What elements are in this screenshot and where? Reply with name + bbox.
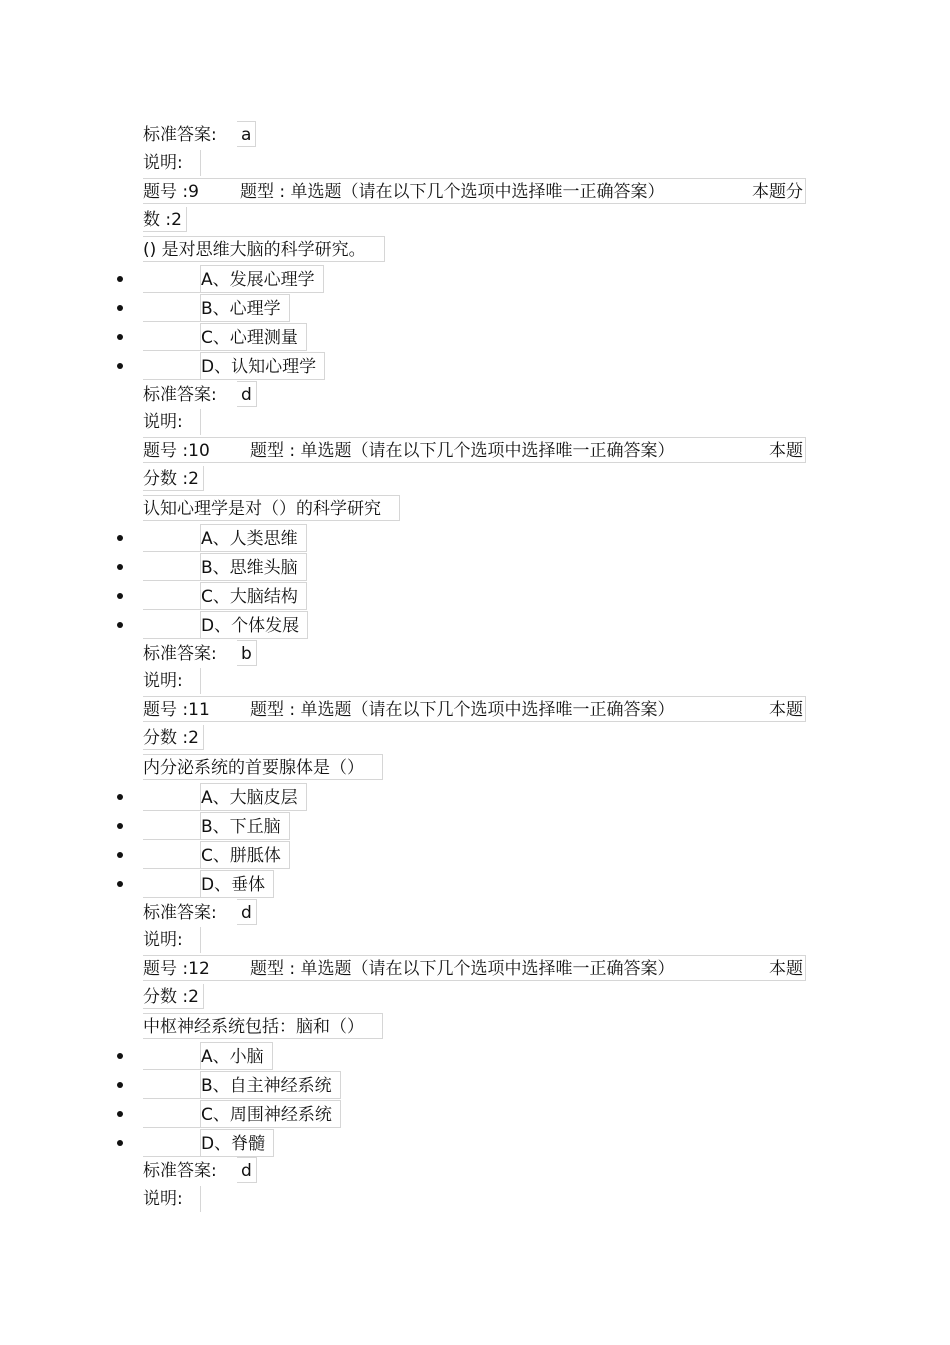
question-score <box>143 466 204 492</box>
note-value <box>200 1186 251 1212</box>
option-text: A、大脑皮层 <box>200 783 307 811</box>
bullet-icon <box>117 881 123 887</box>
bullet-icon <box>117 1053 123 1059</box>
question-stem <box>143 236 385 262</box>
question-header <box>143 437 806 463</box>
option-text: D、认知心理学 <box>200 352 325 380</box>
option-text: C、大脑结构 <box>200 582 307 610</box>
question-score <box>143 207 187 233</box>
option-text: B、自主神经系统 <box>200 1071 341 1099</box>
standard-answer-label: 标准答案: <box>143 385 217 405</box>
question-score-value: 分数 :2 <box>143 984 204 1009</box>
note <box>143 1186 251 1212</box>
bullet-icon <box>117 564 123 570</box>
question-type: 题型 : 单选题（请在以下几个选项中选择唯一正确答案） <box>250 959 675 979</box>
question-type: 题型 : 单选题（请在以下几个选项中选择唯一正确答案） <box>250 441 675 461</box>
question-score <box>143 725 204 751</box>
option-text: B、思维头脑 <box>200 553 307 581</box>
bullet-icon <box>117 334 123 340</box>
bullet-icon <box>117 1082 123 1088</box>
option-d[interactable] <box>0 352 950 380</box>
option-c[interactable] <box>0 1100 950 1128</box>
question-score-label: 本题 <box>769 959 803 979</box>
option-a[interactable] <box>0 524 950 552</box>
option-b[interactable] <box>0 1071 950 1099</box>
option-text: D、垂体 <box>200 870 274 898</box>
standard-answer-value: d <box>237 381 257 407</box>
standard-answer <box>143 640 257 666</box>
question-number: 题号 :9 <box>143 182 199 202</box>
standard-answer-label: 标准答案: <box>143 644 217 664</box>
option-text: A、发展心理学 <box>200 265 324 293</box>
question-header <box>143 696 806 722</box>
standard-answer-label: 标准答案: <box>143 125 217 145</box>
note-value <box>200 927 251 953</box>
option-c[interactable] <box>0 841 950 869</box>
question-number: 题号 :11 <box>143 700 210 720</box>
question-stem-text: 认知心理学是对（）的科学研究 <box>143 495 400 521</box>
option-a[interactable] <box>0 783 950 811</box>
standard-answer-label: 标准答案: <box>143 1161 217 1181</box>
question-number: 题号 :10 <box>143 441 210 461</box>
question-stem-text: 中枢神经系统包括：脑和（） <box>143 1013 383 1039</box>
note-value <box>200 150 251 176</box>
option-text: C、心理测量 <box>200 323 307 351</box>
option-c[interactable] <box>0 323 950 351</box>
option-d[interactable] <box>0 1129 950 1157</box>
bullet-icon <box>117 852 123 858</box>
question-type: 题型 : 单选题（请在以下几个选项中选择唯一正确答案） <box>250 700 675 720</box>
option-text: A、人类思维 <box>200 524 307 552</box>
option-a[interactable] <box>0 265 950 293</box>
option-b[interactable] <box>0 294 950 322</box>
option-text: D、脊髓 <box>200 1129 274 1157</box>
question-score-label: 本题 <box>769 441 803 461</box>
question-header <box>143 955 806 981</box>
note-label: 说明: <box>143 153 183 173</box>
option-d[interactable] <box>0 611 950 639</box>
bullet-icon <box>117 305 123 311</box>
question-score-label: 本题分 <box>752 182 803 202</box>
question-score-value: 分数 :2 <box>143 725 204 750</box>
bullet-icon <box>117 535 123 541</box>
note-label: 说明: <box>143 1189 183 1209</box>
bullet-icon <box>117 622 123 628</box>
question-stem <box>143 754 383 780</box>
option-text: C、胼胝体 <box>200 841 290 869</box>
question-score-value: 分数 :2 <box>143 466 204 491</box>
question-stem <box>143 495 400 521</box>
note <box>143 927 251 953</box>
note <box>143 668 251 694</box>
option-text: A、小脑 <box>200 1042 273 1070</box>
question-score-value: 数 :2 <box>143 207 187 232</box>
option-text: B、心理学 <box>200 294 290 322</box>
note <box>143 409 251 435</box>
option-c[interactable] <box>0 582 950 610</box>
question-number: 题号 :12 <box>143 959 210 979</box>
bullet-icon <box>117 593 123 599</box>
bullet-icon <box>117 794 123 800</box>
question-stem-text: 内分泌系统的首要腺体是（） <box>143 754 383 780</box>
option-text: C、周围神经系统 <box>200 1100 341 1128</box>
note-value <box>200 409 251 435</box>
standard-answer <box>143 381 257 407</box>
bullet-icon <box>117 823 123 829</box>
question-score <box>143 984 204 1010</box>
standard-answer <box>143 899 257 925</box>
question-score-label: 本题 <box>769 700 803 720</box>
bullet-icon <box>117 276 123 282</box>
bullet-icon <box>117 363 123 369</box>
bullet-icon <box>117 1111 123 1117</box>
standard-answer-value: d <box>237 1157 257 1183</box>
standard-answer-label: 标准答案: <box>143 903 217 923</box>
option-a[interactable] <box>0 1042 950 1070</box>
note-label: 说明: <box>143 412 183 432</box>
question-stem-text: () 是对思维大脑的科学研究。 <box>143 236 385 262</box>
note <box>143 150 251 176</box>
option-text: B、下丘脑 <box>200 812 290 840</box>
question-stem <box>143 1013 383 1039</box>
standard-answer-value: a <box>237 121 256 147</box>
option-b[interactable] <box>0 553 950 581</box>
note-label: 说明: <box>143 930 183 950</box>
question-header <box>143 178 806 204</box>
bullet-icon <box>117 1140 123 1146</box>
standard-answer <box>143 1157 257 1183</box>
note-label: 说明: <box>143 671 183 691</box>
standard-answer-value: b <box>237 640 257 666</box>
option-d[interactable] <box>0 870 950 898</box>
standard-answer <box>143 121 256 147</box>
option-b[interactable] <box>0 812 950 840</box>
standard-answer-value: d <box>237 899 257 925</box>
note-value <box>200 668 251 694</box>
option-text: D、个体发展 <box>200 611 308 639</box>
question-type: 题型 : 单选题（请在以下几个选项中选择唯一正确答案） <box>240 182 665 202</box>
